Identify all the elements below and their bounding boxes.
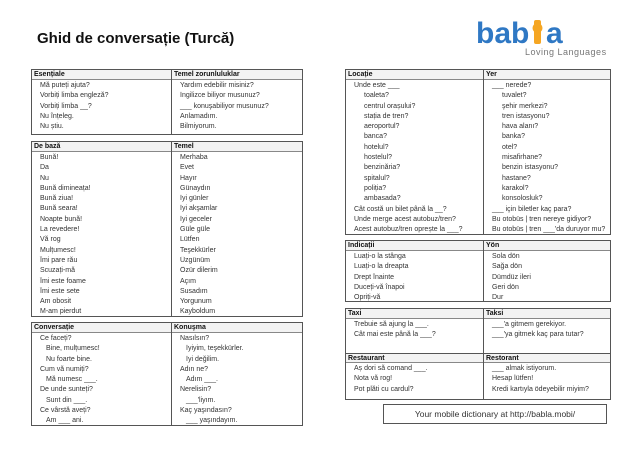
phrase-row: İyi geceler bbox=[180, 215, 212, 223]
phrase-row: Lütfen bbox=[180, 236, 200, 244]
phrase-row: Bună dimineața! bbox=[40, 184, 91, 192]
phrase-row: ___ için biletler kaç para? bbox=[492, 205, 572, 213]
column-turkish bbox=[483, 241, 610, 301]
section-header: Yön bbox=[484, 241, 610, 251]
phrase-row: Acest autobuz/tren oprește la ___? bbox=[354, 226, 463, 234]
phrase-row: De unde sunteți? bbox=[40, 386, 93, 394]
phrase-row: Kaç yaşındasın? bbox=[180, 407, 232, 415]
phrase-row: Da bbox=[40, 164, 49, 172]
phrase-row: La revedere! bbox=[40, 226, 80, 234]
page-title: Ghid de conversație (Turcă) bbox=[37, 30, 235, 47]
phrase-row: Susadım bbox=[180, 287, 208, 295]
column-romanian bbox=[346, 70, 483, 234]
section-esentiale bbox=[31, 69, 303, 135]
column-romanian bbox=[32, 323, 171, 425]
section-header: Esențiale bbox=[32, 70, 171, 80]
phrase-row: Cât mai este până la ___? bbox=[354, 331, 436, 339]
section-header: Taxi bbox=[346, 309, 483, 319]
phrase-row: Nu înțeleg. bbox=[40, 112, 74, 120]
phrase-row: Aș dori să comand ___. bbox=[354, 365, 428, 372]
phrase-row: Bu otobüs | tren ___'da duruyor mu? bbox=[492, 226, 606, 234]
column-romanian bbox=[346, 309, 483, 399]
phrase-row: Bună! bbox=[40, 154, 59, 161]
phrase-row: Unde este ___ bbox=[354, 82, 400, 89]
phrase-row: Duceți-vă înapoi bbox=[354, 283, 405, 291]
phrase-row: misafirhane? bbox=[502, 154, 543, 162]
phrase-row: ___ nerede? bbox=[492, 82, 532, 89]
phrase-row: Geri dön bbox=[492, 283, 519, 291]
section-header: Indicații bbox=[346, 241, 483, 251]
phrase-row: Adım ___. bbox=[186, 376, 218, 384]
phrase-row: Vorbiți limba engleză? bbox=[40, 92, 109, 100]
phrase-row: Nu foarte bine. bbox=[46, 355, 92, 363]
phrase-row: Cât costă un bilet până la __? bbox=[354, 205, 447, 213]
phrase-row: Drept înainte bbox=[354, 273, 395, 281]
section-header: Temel bbox=[172, 142, 302, 152]
phrase-row: Ce faceți? bbox=[40, 335, 72, 342]
phrase-row: Hayır bbox=[180, 174, 197, 182]
section-conversatie bbox=[31, 322, 303, 426]
section-locatie bbox=[345, 69, 611, 235]
phrase-row: Bună seara! bbox=[40, 205, 78, 213]
phrase-row: Mulțumesc! bbox=[40, 246, 76, 254]
phrase-row: konsolosluk? bbox=[502, 195, 543, 203]
phrase-row: Nerelisin? bbox=[180, 386, 212, 394]
phrase-row: Luați-o la dreapta bbox=[354, 263, 409, 271]
phrase-row: ___ yaşındayım. bbox=[186, 417, 238, 425]
phrase-row: Teşekkürler bbox=[180, 246, 216, 254]
phrase-row: Nu bbox=[40, 174, 49, 182]
section-header: Konuşma bbox=[172, 323, 302, 333]
phrase-row: stația de tren? bbox=[364, 112, 409, 120]
phrase-row: hava alanı? bbox=[502, 123, 539, 131]
footer-link[interactable]: Your mobile dictionary at http://babla.mobi/ bbox=[383, 404, 607, 424]
phrase-row: Vorbiți limba __? bbox=[40, 102, 92, 110]
phrase-row: Nu știu. bbox=[40, 123, 64, 131]
phrase-row: hotelul? bbox=[364, 143, 389, 151]
phrase-row: ___'a gitmem gerekiyor. bbox=[492, 321, 567, 328]
phrase-row: Pot plăti cu cardul? bbox=[354, 385, 414, 393]
phrase-row: İyi günler bbox=[180, 195, 209, 203]
phrase-row: Mă numesc ___. bbox=[46, 376, 98, 384]
phrase-row: Özür dilerim bbox=[180, 267, 218, 275]
section-debaza bbox=[31, 141, 303, 317]
phrase-row: Mă puteți ajuta? bbox=[40, 82, 90, 89]
phrase-row: benzinăria? bbox=[364, 164, 401, 172]
phrase-row: ambasada? bbox=[364, 195, 401, 203]
phrase-row: İyiyim, teşekkürler. bbox=[186, 345, 244, 353]
phrase-row: Günaydın bbox=[180, 184, 211, 192]
phrase-row: Evet bbox=[180, 164, 195, 172]
phrase-row: Bu otobüs | tren nereye gidiyor? bbox=[492, 215, 592, 223]
column-turkish bbox=[171, 142, 302, 316]
column-turkish bbox=[483, 309, 610, 399]
section-header: Locație bbox=[346, 70, 483, 80]
phrase-row: Bine, mulțumesc! bbox=[46, 345, 100, 353]
svg-text:a: a bbox=[546, 17, 563, 50]
phrase-row: toaleta? bbox=[364, 92, 389, 100]
phrase-row: Unde merge acest autobuz/tren? bbox=[354, 215, 456, 223]
phrase-row: Noapte bună! bbox=[40, 215, 83, 223]
column-turkish bbox=[171, 323, 302, 425]
phrase-row: İyi değilim. bbox=[186, 355, 220, 363]
phrase-row: Îmi este sete bbox=[40, 287, 80, 295]
svg-text:bab: bab bbox=[476, 17, 530, 50]
phrase-row: Nasılsın? bbox=[180, 335, 210, 342]
phrase-row: ___ almak istiyorum. bbox=[492, 365, 557, 372]
section-header: Conversație bbox=[32, 323, 171, 333]
phrase-row: Sağa dön bbox=[492, 263, 522, 271]
phrase-row: Vă rog bbox=[40, 236, 61, 244]
phrase-row: Üzgünüm bbox=[180, 256, 210, 264]
phrase-row: Dümdüz ileri bbox=[492, 273, 531, 281]
section-taxi-restaurant bbox=[345, 308, 611, 400]
phrase-row: Trebuie să ajung la ___. bbox=[354, 321, 429, 328]
phrase-row: Kayboldum bbox=[180, 308, 216, 316]
phrase-row: poliția? bbox=[364, 184, 387, 192]
phrase-row: benzin istasyonu? bbox=[502, 164, 559, 172]
phrase-row: Dur bbox=[492, 294, 504, 302]
phrase-row: spitalul? bbox=[364, 174, 390, 182]
phrase-row: Îmi este foame bbox=[40, 277, 86, 285]
phrase-row: Yorgunum bbox=[180, 298, 212, 306]
phrase-row: ___'liyım. bbox=[186, 396, 216, 404]
phrase-row: Cum vă numiți? bbox=[40, 365, 89, 373]
phrase-row: Adın ne? bbox=[180, 365, 209, 373]
phrase-row: İngilizce biliyor musunuz? bbox=[180, 92, 260, 100]
phrase-row: Merhaba bbox=[180, 154, 208, 161]
section-header: Yer bbox=[484, 70, 610, 80]
phrase-row: tuvalet? bbox=[502, 92, 527, 100]
section-header: De bază bbox=[32, 142, 171, 152]
phrase-row: Luați-o la stânga bbox=[354, 253, 406, 260]
phrase-row: Ce vârstă aveți? bbox=[40, 407, 91, 415]
phrase-row: Nota vă rog! bbox=[354, 375, 393, 383]
phrase-row: Opriți-vă bbox=[354, 294, 381, 302]
phrase-row: Anlamadım. bbox=[180, 112, 218, 120]
phrase-row: Scuzați-mă bbox=[40, 267, 76, 275]
phrase-row: Sunt din ___. bbox=[46, 396, 88, 404]
phrase-row: Bună ziua! bbox=[40, 195, 74, 203]
phrase-row: Kredi kartıyla ödeyebilir miyim? bbox=[492, 385, 589, 393]
column-turkish bbox=[171, 70, 302, 134]
column-turkish bbox=[483, 70, 610, 234]
column-romanian bbox=[32, 142, 171, 316]
phrase-row: Açım bbox=[180, 277, 196, 285]
phrase-row: Am obosit bbox=[40, 298, 72, 306]
section-indicatii bbox=[345, 240, 611, 302]
column-romanian bbox=[346, 241, 483, 301]
babla-tagline: Loving Languages bbox=[525, 47, 607, 57]
phrase-row: Bilmiyorum. bbox=[180, 123, 217, 131]
phrase-row: şehir merkezi? bbox=[502, 102, 548, 110]
phrase-row: aeroportul? bbox=[364, 123, 400, 131]
phrase-row: karakol? bbox=[502, 184, 529, 192]
phrase-row: otel? bbox=[502, 143, 518, 151]
phrase-row: Güle güle bbox=[180, 226, 210, 234]
phrase-row: M-am pierdut bbox=[40, 308, 82, 316]
phrase-row: Sola dön bbox=[492, 253, 520, 260]
column-romanian bbox=[32, 70, 171, 134]
section-header: Restaurant bbox=[346, 353, 483, 363]
phrase-row: Yardım edebilir misiniz? bbox=[180, 82, 254, 89]
phrase-row: tren istasyonu? bbox=[502, 112, 550, 120]
phrase-row: ___ konuşabiliyor musunuz? bbox=[180, 102, 269, 110]
phrase-row: Hesap lütfen! bbox=[492, 375, 534, 383]
phrase-row: hastane? bbox=[502, 174, 531, 182]
phrase-row: banka? bbox=[502, 133, 525, 141]
phrase-row: centrul orașului? bbox=[364, 102, 416, 110]
phrase-row: Am ___ ani. bbox=[46, 417, 84, 425]
babla-logo-icon bbox=[474, 16, 614, 50]
section-header: Restorant bbox=[484, 353, 610, 363]
phrase-row: Îmi pare rău bbox=[40, 256, 78, 264]
phrase-row: İyi akşamlar bbox=[180, 205, 218, 213]
section-header: Temel zorunluluklar bbox=[172, 70, 302, 80]
phrase-row: hostelul? bbox=[364, 154, 393, 162]
section-header: Taksi bbox=[484, 309, 610, 319]
phrase-row: ___'ya gitmek kaç para tutar? bbox=[492, 331, 584, 339]
phrase-row: banca? bbox=[364, 133, 387, 141]
